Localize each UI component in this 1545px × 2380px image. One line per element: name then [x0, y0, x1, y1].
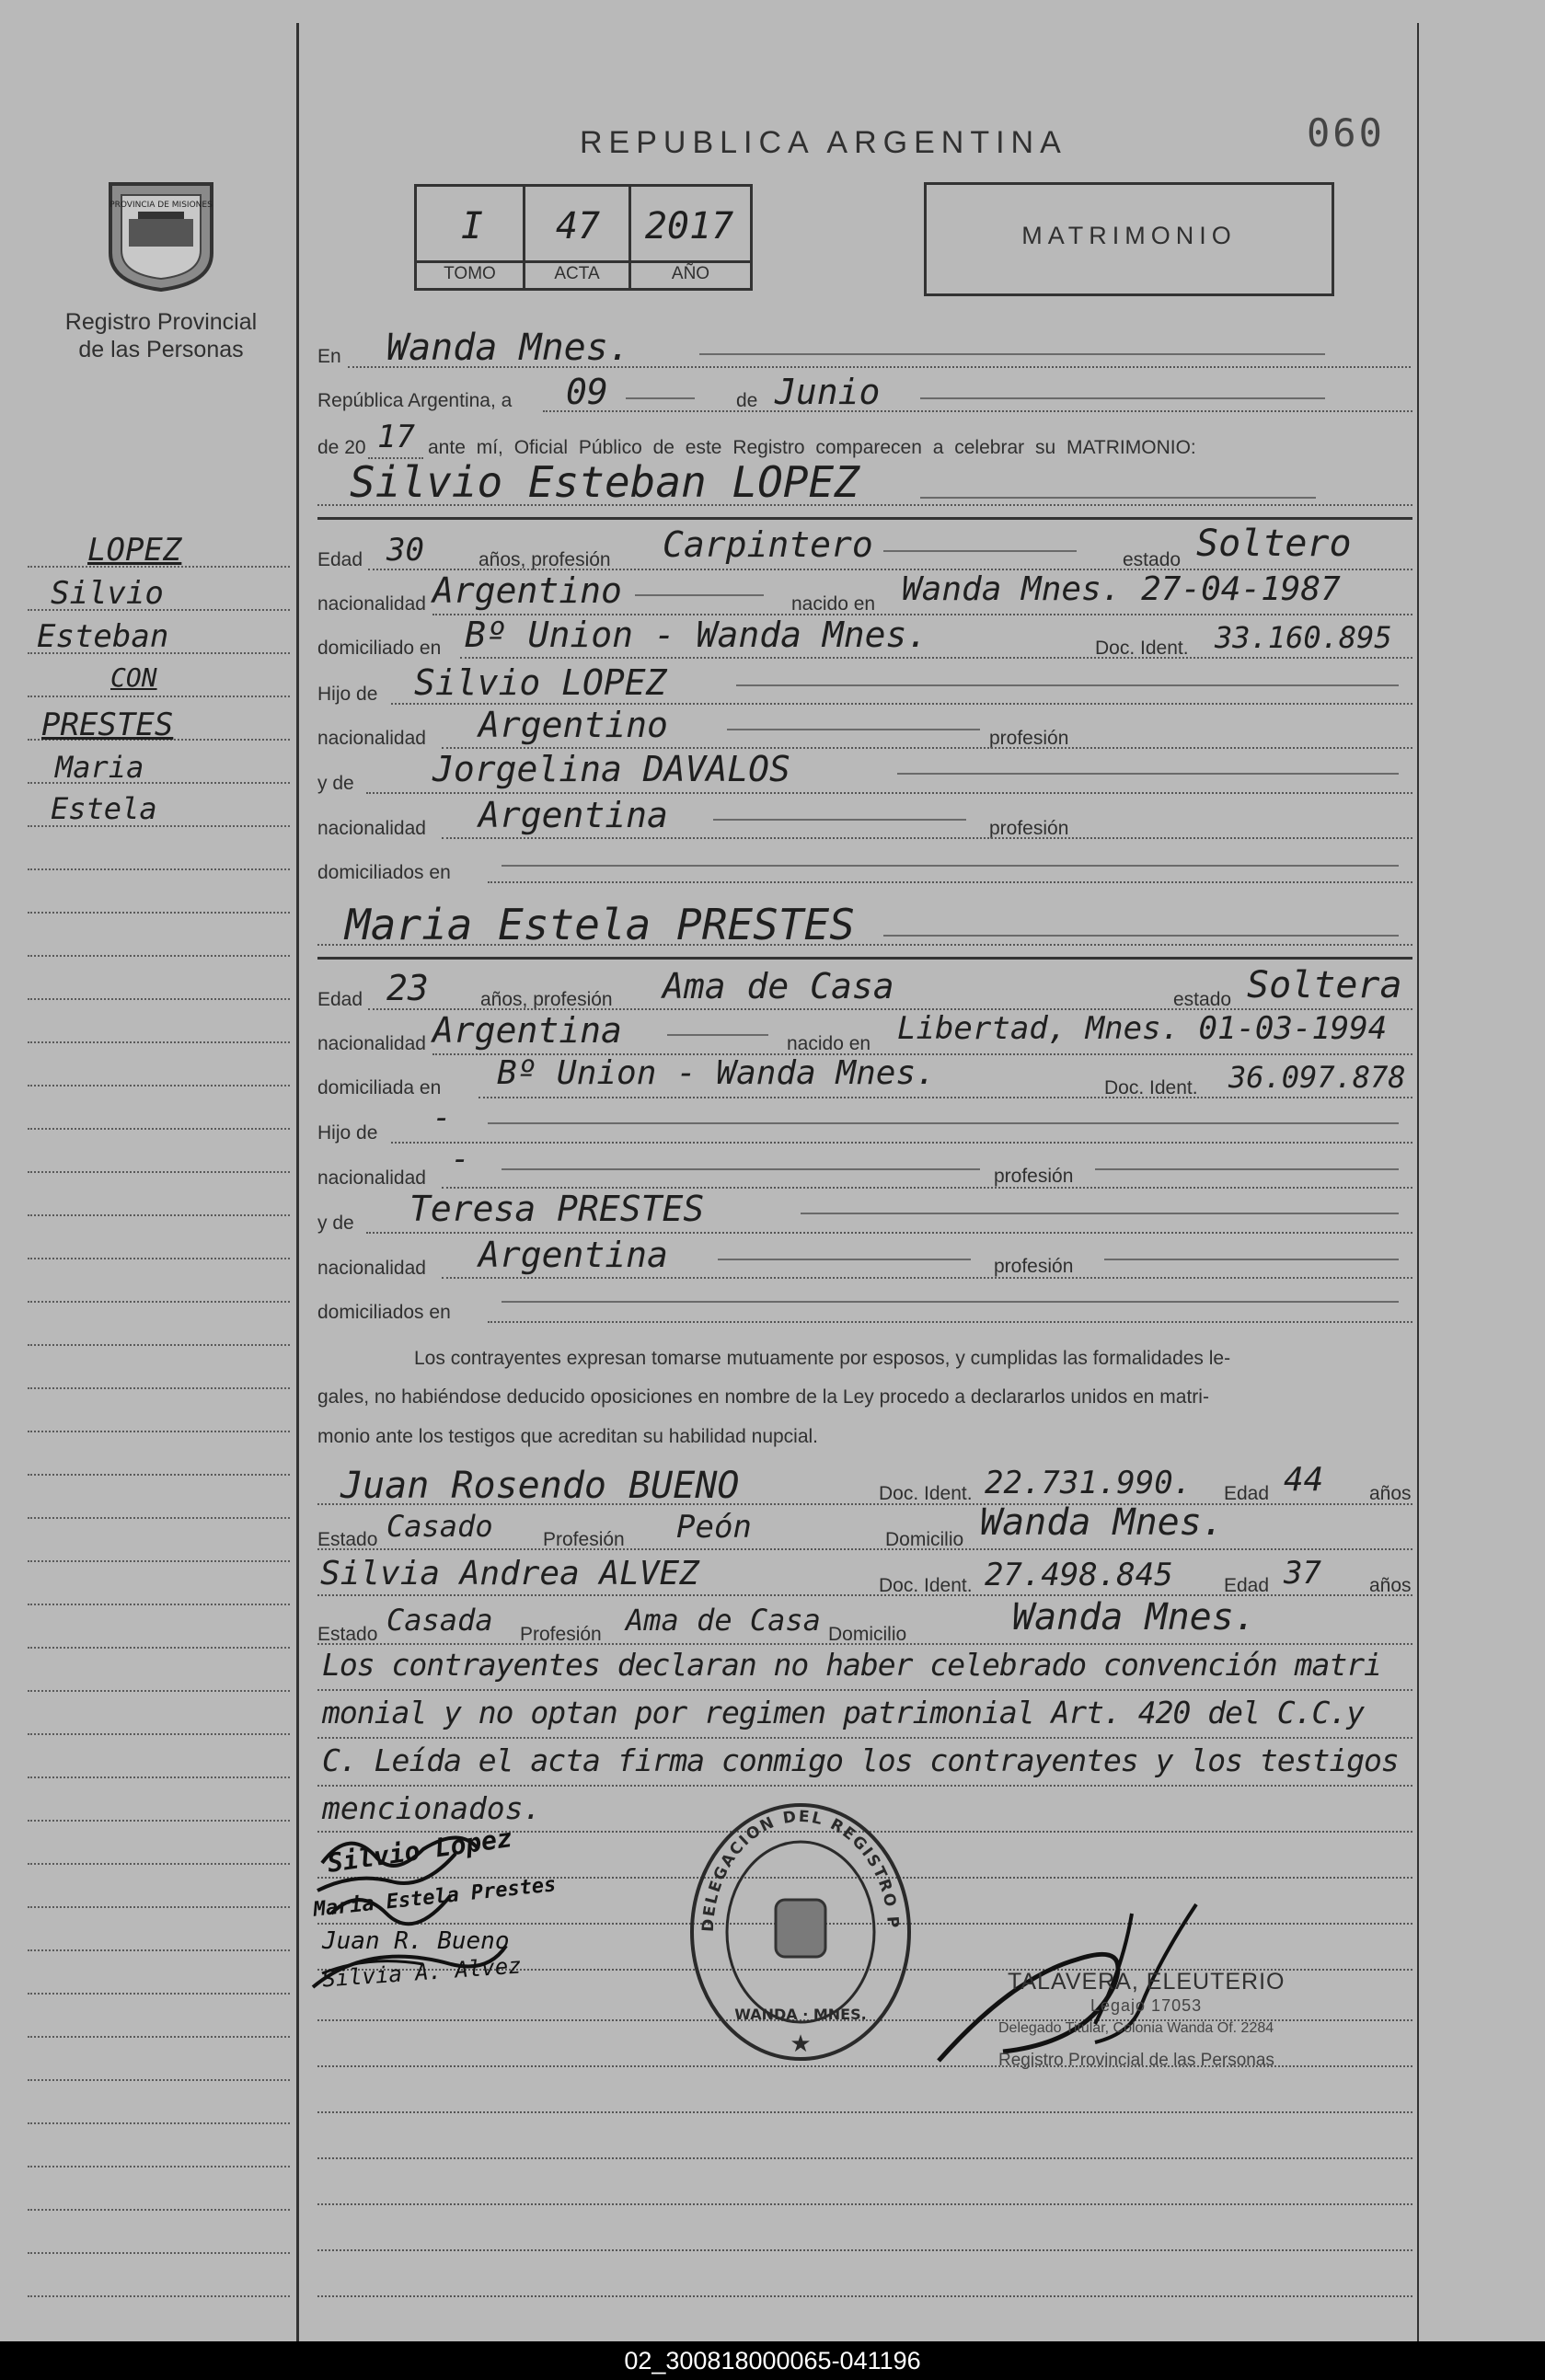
footer-code: 02_300818000065-041196	[624, 2347, 921, 2374]
groom-domicilio: Bº Union - Wanda Mnes.	[465, 615, 928, 655]
bride-padre: -	[432, 1099, 452, 1136]
witness1-anios-label: años	[1369, 1483, 1412, 1504]
margin-note-line: Esteban	[37, 618, 169, 655]
witness2-anios-label: años	[1369, 1575, 1412, 1596]
bride-estado: Soltera	[1247, 964, 1402, 1006]
groom-madre: Jorgelina DAVALOS	[432, 749, 790, 789]
handwritten-note: Los contrayentes declaran no haber celebrado convención matri	[322, 1647, 1381, 1683]
margin-divider	[296, 23, 299, 2341]
witness1-edad: 44	[1284, 1461, 1324, 1499]
anio-label: AÑO	[671, 264, 710, 283]
signature-name: Maria Estela Prestes	[312, 1873, 558, 1922]
groom-edad: 30	[386, 532, 424, 569]
registry-name-line1: Registro Provincial	[64, 309, 258, 335]
handwritten-note: C. Leída el acta firma conmigo los contrayentes y los testigos	[322, 1742, 1399, 1778]
bride-madre: Teresa PRESTES	[409, 1189, 705, 1229]
groom-hijo-label: Hijo de	[317, 684, 378, 705]
officer-name: TALAVERA, ELEUTERIO	[1008, 1969, 1286, 1995]
declaration-line: gales, no habiéndose deducido oposiciones en nombre de la Ley procedo a declararlos unidos en matri-	[317, 1386, 1209, 1408]
republica-label: República Argentina, a	[317, 390, 513, 411]
groom-nacionalidad: Argentino	[432, 570, 622, 611]
registry-name-line2: de las Personas	[78, 337, 244, 362]
bride-nacionalidad: Argentina	[432, 1010, 622, 1051]
bride-edad: 23	[386, 968, 429, 1008]
witness1-estado: Casado	[386, 1509, 493, 1544]
groom-yde-label: y de	[317, 773, 354, 794]
seal-text: DELEGACION DEL REGISTRO P	[698, 1807, 903, 1933]
tomo-value: I	[460, 205, 484, 247]
officer-legajo: Legajo 17053	[1090, 1996, 1203, 2015]
record-type-box	[924, 182, 1334, 296]
bride-estado-label: estado	[1173, 989, 1232, 1010]
groom-estado-label: estado	[1123, 549, 1182, 570]
witness1-domicilio-label: Domicilio	[885, 1529, 964, 1550]
bride-nacido-label: nacido en	[787, 1033, 871, 1054]
witness1-name: Juan Rosendo BUENO	[340, 1465, 740, 1507]
bride-profesion-label: años, profesión	[480, 989, 613, 1010]
witness1-doc: 22.731.990.	[985, 1465, 1193, 1501]
witness2-edad-label: Edad	[1224, 1575, 1270, 1596]
bride-yde-label: y de	[317, 1213, 354, 1234]
anio-value: 2017	[644, 205, 734, 247]
witness2-domicilio: Wanda Mnes.	[1012, 1596, 1256, 1638]
margin-note-line: CON	[110, 662, 157, 693]
signature-name: Silvia A. Alvez	[321, 1952, 523, 1993]
en-value: Wanda Mnes.	[386, 327, 630, 369]
witness1-estado-label: Estado	[317, 1529, 378, 1550]
handwritten-note: monial y no optan por regimen patrimonial Art. 420 del C.C.y	[322, 1695, 1365, 1730]
witness1-edad-label: Edad	[1224, 1483, 1270, 1504]
witness1-profesion-label: Profesión	[543, 1529, 625, 1550]
bride-madre-nac: Argentina	[478, 1235, 668, 1275]
margin-note-line: Maria	[55, 750, 144, 785]
seal-place: WANDA · MNES.	[734, 2006, 867, 2023]
witness2-doc-label: Doc. Ident.	[879, 1575, 973, 1596]
bride-madre-nac-label: nacionalidad	[317, 1258, 426, 1279]
groom-profesion-label: años, profesión	[478, 549, 611, 570]
country-title: REPUBLICA ARGENTINA	[580, 125, 1067, 160]
groom-name: Silvio Esteban LOPEZ	[350, 457, 859, 507]
groom-domiciliados-label: domiciliados en	[317, 862, 451, 883]
bride-doc: 36.097.878	[1228, 1060, 1406, 1095]
officer-title: Delegado Titular, Colonia Wanda Of. 2284	[998, 2020, 1274, 2036]
bride-name: Maria Estela PRESTES	[345, 900, 855, 949]
intro-text: ante mí, Oficial Público de este Registro comparecen a celebrar su MATRIMONIO:	[428, 437, 1196, 458]
witness1-doc-label: Doc. Ident.	[879, 1483, 973, 1504]
groom-nacionalidad-label: nacionalidad	[317, 593, 426, 615]
witness2-name: Silvia Andrea ALVEZ	[320, 1555, 699, 1592]
groom-padre-nac: Argentino	[478, 705, 668, 745]
bride-padre-nac-label: nacionalidad	[317, 1167, 426, 1189]
svg-text:★: ★	[790, 2029, 812, 2057]
witness1-profesion: Peón	[676, 1509, 752, 1546]
groom-nacido: Wanda Mnes. 27-04-1987	[902, 570, 1341, 608]
witness2-estado: Casada	[386, 1603, 493, 1638]
bride-nacionalidad-label: nacionalidad	[317, 1033, 426, 1054]
bride-padre-profesion-label: profesión	[994, 1166, 1074, 1187]
page-number: 060	[1307, 110, 1385, 155]
de-label: de	[736, 390, 758, 411]
year-prefix: de 20	[317, 437, 366, 458]
day-value: 09	[566, 372, 608, 412]
right-edge	[1417, 23, 1419, 2341]
bride-profesion: Ama de Casa	[663, 966, 894, 1006]
tomo-label: TOMO	[444, 264, 496, 283]
signature-name: Silvio Lopez	[325, 1822, 514, 1879]
margin-note-line: Estela	[51, 791, 157, 826]
bride-madre-profesion-label: profesión	[994, 1256, 1074, 1277]
groom-doc-label: Doc. Ident.	[1095, 638, 1189, 659]
groom-madre-nac: Argentina	[478, 795, 668, 835]
year-suffix: 17	[377, 419, 415, 455]
acta-label: ACTA	[554, 264, 600, 283]
witness2-domicilio-label: Domicilio	[828, 1624, 907, 1645]
footer-bar	[0, 2341, 1545, 2380]
record-type: MATRIMONIO	[1021, 222, 1237, 249]
witness2-doc: 27.498.845	[985, 1557, 1173, 1593]
groom-nacido-label: nacido en	[791, 593, 876, 615]
margin-note-line: LOPEZ	[87, 532, 182, 569]
bride-domicilio: Bº Union - Wanda Mnes.	[497, 1054, 936, 1092]
witness2-estado-label: Estado	[317, 1624, 378, 1645]
registry-emblem	[101, 175, 221, 294]
record-id-box	[414, 184, 753, 291]
bride-nacido: Libertad, Mnes. 01-03-1994	[897, 1010, 1388, 1047]
officer-institution: Registro Provincial de las Personas	[998, 2051, 1274, 2070]
groom-edad-label: Edad	[317, 549, 363, 570]
groom-padre-profesion-label: profesión	[989, 728, 1069, 749]
witness2-edad: 37	[1284, 1555, 1321, 1592]
bride-domiciliados-label: domiciliados en	[317, 1302, 451, 1323]
declaration-line: Los contrayentes expresan tomarse mutuamente por esposos, y cumplidas las formalidades le-	[414, 1348, 1231, 1369]
witness2-profesion-label: Profesión	[520, 1624, 602, 1645]
acta-value: 47	[555, 205, 601, 247]
groom-doc: 33.160.895	[1215, 620, 1392, 655]
declaration-line: monio ante los testigos que acreditan su habilidad nupcial.	[317, 1426, 819, 1447]
en-label: En	[317, 346, 341, 367]
handwritten-note: mencionados.	[322, 1790, 542, 1826]
bride-domiciliada-label: domiciliada en	[317, 1077, 442, 1098]
registry-seal	[686, 1799, 916, 2065]
bride-padre-nac: -	[451, 1141, 470, 1178]
groom-profesion: Carpintero	[663, 524, 873, 565]
emblem-text: PROVINCIA DE MISIONES	[110, 201, 213, 210]
groom-madre-profesion-label: profesión	[989, 818, 1069, 839]
groom-padre: Silvio LOPEZ	[414, 662, 667, 703]
margin-note-line: Silvio	[51, 575, 164, 612]
bride-edad-label: Edad	[317, 989, 363, 1010]
witness1-domicilio: Wanda Mnes.	[980, 1501, 1224, 1544]
groom-madre-nac-label: nacionalidad	[317, 818, 426, 839]
bride-doc-label: Doc. Ident.	[1104, 1077, 1198, 1098]
bride-hijo-label: Hijo de	[317, 1122, 378, 1144]
groom-estado: Soltero	[1196, 523, 1352, 565]
month-value: Junio	[775, 372, 881, 412]
groom-padre-nac-label: nacionalidad	[317, 728, 426, 749]
margin-note-line: PRESTES	[41, 707, 174, 743]
signature-name: Juan R. Bueno	[322, 1927, 510, 1955]
groom-domiciliado-label: domiciliado en	[317, 638, 442, 659]
witness2-profesion: Ama de Casa	[626, 1603, 821, 1638]
